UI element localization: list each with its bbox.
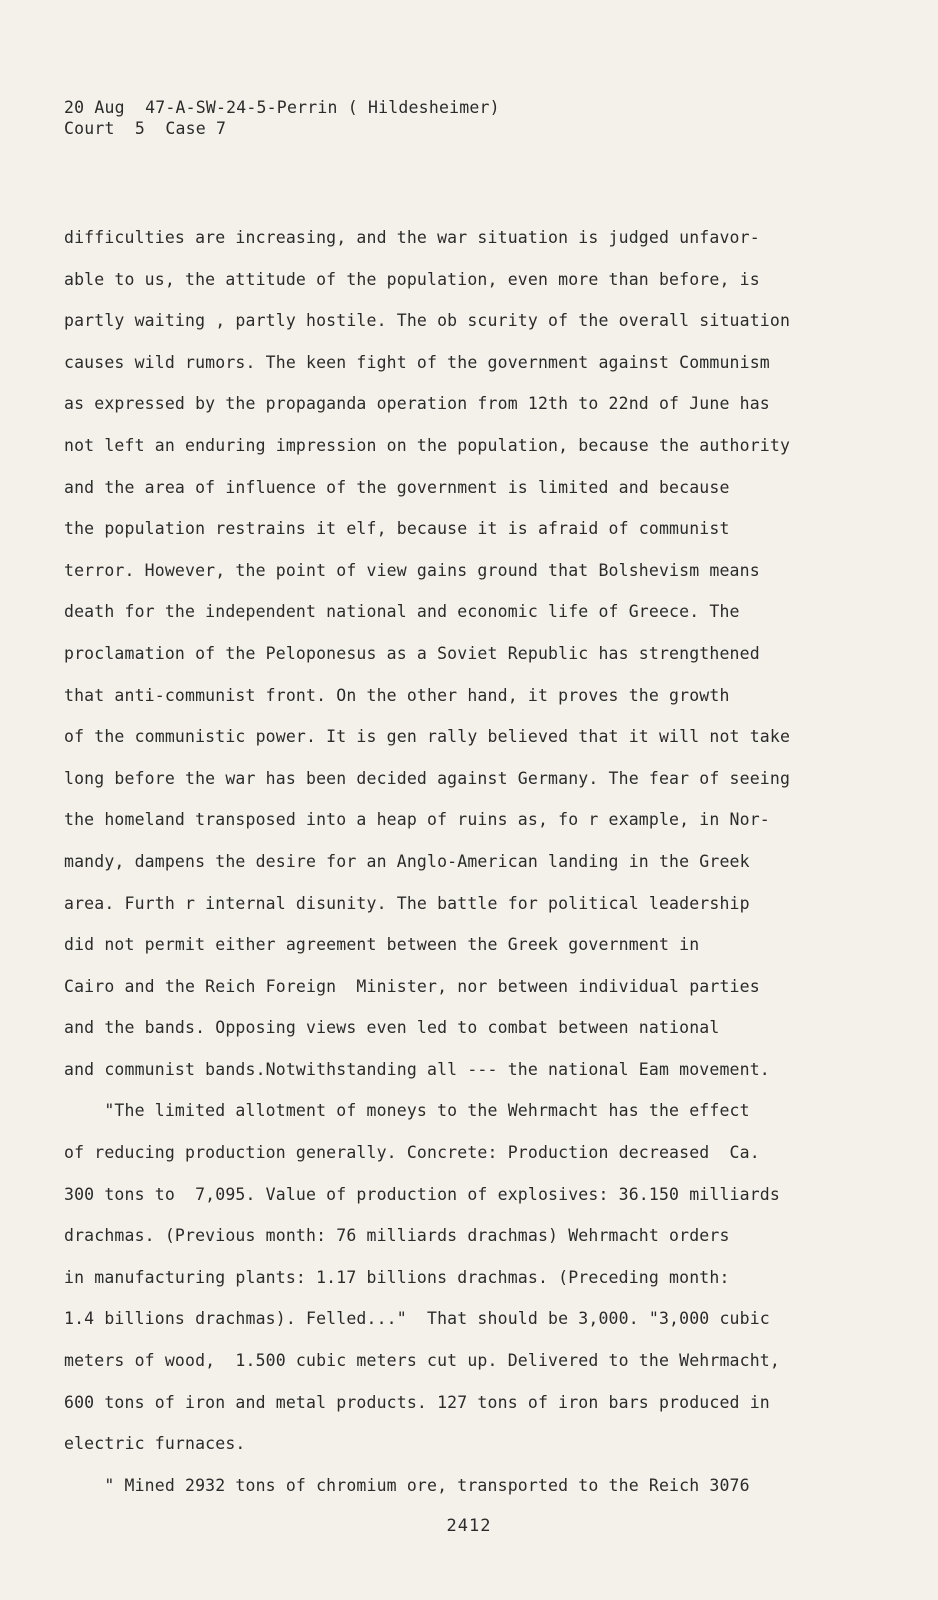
body-line: that anti-communist front. On the other hand, it proves the growth	[64, 685, 730, 705]
body-line: drachmas. (Previous month: 76 milliards drachmas) Wehrmacht orders	[64, 1226, 730, 1246]
body-line: electric furnaces.	[64, 1434, 246, 1454]
body-line: and the area of influence of the government is limited and because	[64, 477, 730, 497]
body-line: mandy, dampens the desire for an Anglo-American landing in the Greek	[64, 851, 750, 871]
header-court-line: Court 5 Case 7	[64, 119, 227, 138]
body-line: area. Furth r internal disunity. The battle for political leadership	[64, 893, 750, 913]
body-line: 1.4 billions drachmas). Felled..." That should be 3,000. "3,000 cubic	[64, 1309, 770, 1329]
document-header	[64, 97, 500, 139]
body-line: "The limited allotment of moneys to the Wehrmacht has the effect	[64, 1101, 750, 1121]
body-line: " Mined 2932 tons of chromium ore, transported to the Reich 3076	[64, 1475, 750, 1495]
body-line: 600 tons of iron and metal products. 127 tons of iron bars produced in	[64, 1392, 770, 1412]
body-line: and the bands. Opposing views even led to combat between national	[64, 1018, 720, 1038]
body-line: not left an enduring impression on the population, because the authority	[64, 435, 791, 455]
body-line: proclamation of the Peloponesus as a Soviet Republic has strengthened	[64, 643, 760, 663]
body-line: able to us, the attitude of the population, even more than before, is	[64, 269, 760, 289]
body-line: as expressed by the propaganda operation from 12th to 22nd of June has	[64, 394, 770, 414]
body-line: of the communistic power. It is gen rally believed that it will not take	[64, 727, 791, 747]
body-line: difficulties are increasing, and the war situation is judged unfavor-	[64, 228, 760, 247]
body-line: 300 tons to 7,095. Value of production of explosives: 36.150 milliards	[64, 1184, 780, 1204]
body-line: Cairo and the Reich Foreign Minister, nor between individual parties	[64, 976, 760, 996]
body-line: and communist bands.Notwithstanding all --- the national Eam movement.	[64, 1059, 770, 1079]
body-line: death for the independent national and economic life of Greece. The	[64, 602, 740, 622]
header-reference-line: 20 Aug 47-A-SW-24-5-Perrin ( Hildesheimer)	[64, 98, 500, 117]
body-line: meters of wood, 1.500 cubic meters cut up. Delivered to the Wehrmacht,	[64, 1351, 780, 1371]
body-line: the homeland transposed into a heap of ruins as, fo r example, in Nor-	[64, 810, 770, 830]
body-line: did not permit either agreement between the Greek government in	[64, 935, 700, 955]
body-line: partly waiting , partly hostile. The ob scurity of the overall situation	[64, 311, 791, 331]
body-line: long before the war has been decided against Germany. The fear of seeing	[64, 768, 791, 788]
transcript-body	[64, 217, 894, 1506]
body-line: terror. However, the point of view gains ground that Bolshevism means	[64, 560, 760, 580]
page-number: 2412	[446, 1516, 492, 1536]
body-line: of reducing production generally. Concrete: Production decreased Ca.	[64, 1143, 760, 1163]
body-line: causes wild rumors. The keen fight of the government against Communism	[64, 352, 770, 372]
body-line: in manufacturing plants: 1.17 billions drachmas. (Preceding month:	[64, 1267, 730, 1287]
body-line: the population restrains it elf, because it is afraid of communist	[64, 519, 730, 539]
